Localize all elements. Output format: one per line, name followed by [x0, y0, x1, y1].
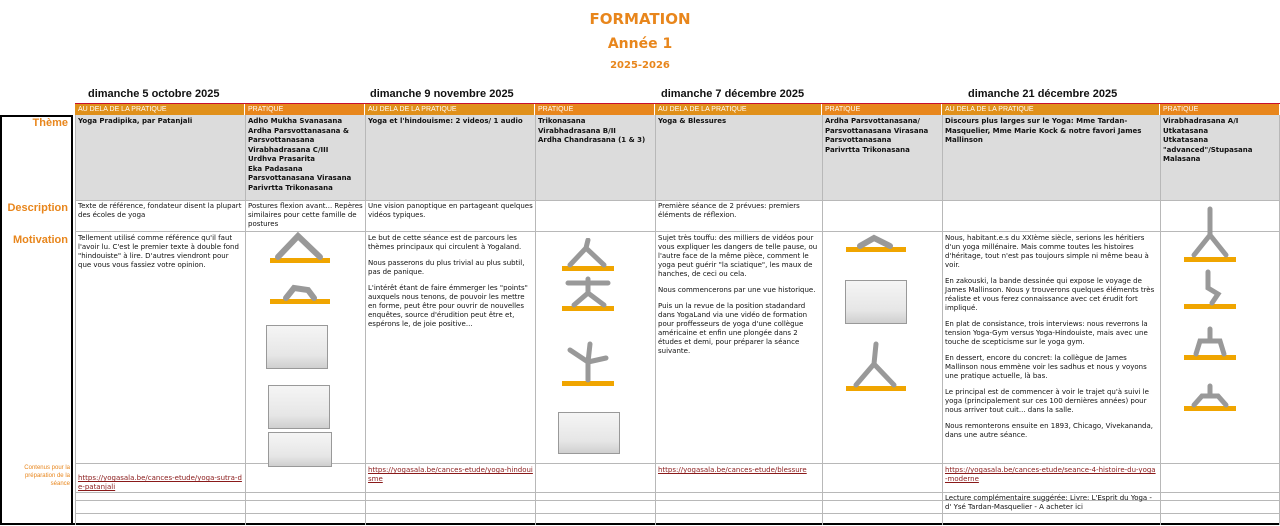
motivation-paragraph: En zakouski, la bande dessinée qui expose le voyage de James Mallinson. Nous y trouverons quelques éléments très réaliste et vous ferez connaissance avec cet érudit fort impliqué.	[945, 277, 1155, 312]
grid-line	[75, 513, 1280, 514]
theme-au-cell: Yoga Pradipika, par Patanjali	[78, 117, 193, 125]
motivation-paragraph: Puis un la revue de la position stadandard dans YogaLand via une vidéo de formation pour proffesseurs de yoga d'une collègue américaine et enfin une plongée dans 2 études et demi, pour préparer la séance suivante.	[658, 302, 808, 355]
description-cell: Première séance de 2 prévues: premiers éléments de réflexion.	[658, 202, 800, 219]
triangle-pose-icon	[560, 238, 616, 274]
page-period: 2025-2026	[610, 60, 670, 71]
tag-pratique: PRATIQUE	[822, 104, 942, 115]
motivation-paragraph: L'intérêt étant de faire émmerger les "points" auxquels nous tenons, de pouvoir les mettre en forme, peut être pour ouvrir de nouvelles enquêtes, source d'érudition peut être et, espérons le, de joie positive...	[368, 284, 528, 328]
row-label-motivation: Motivation	[13, 234, 68, 246]
downward-dog-pose-icon	[268, 232, 332, 266]
warrior-pose-icon	[560, 275, 616, 313]
theme-au-cell: Discours plus larges sur le Yoga: Mme Tardan-Masquelier, Mme Marie Kock & notre favori James Mallinson	[945, 117, 1142, 144]
tag-pratique: PRATIQUE	[1160, 104, 1280, 115]
theme-pratique-cell: Adho Mukha Svanasana Ardha Parsvottanasana & Parsvottanasana Virabhadrasana C/III Urdhva Prasarita Eka Padasana Parsvottanasana Virasana Parivrtta Trikonasana	[248, 117, 352, 192]
motivation-paragraph: En plat de consistance, trois interviews: nous reverrons la tension Yoga-Gym versus Yoga-Hindouiste, mais avec une touche de scepticisme sur le yoga gym.	[945, 320, 1148, 346]
session-link[interactable]: https://yogasala.be/cances-etude/seance-4-histoire-du-yoga-moderne	[945, 466, 1156, 483]
tag-au-dela: AU DELA DE LA PRATIQUE	[942, 104, 1160, 115]
row-label-description: Description	[7, 202, 68, 214]
pose-photo	[268, 385, 330, 429]
table-bottom	[73, 523, 1280, 525]
session-link[interactable]: https://yogasala.be/cances-etude/yoga-hindouisme	[368, 466, 533, 483]
row-label-theme: Thème	[32, 117, 68, 129]
theme-au-cell: Yoga et l'hindouisme: 2 videos/ 1 audio	[368, 117, 523, 125]
session-date: dimanche 7 décembre 2025	[661, 88, 805, 100]
chair-pose-icon	[1182, 268, 1238, 312]
pyramid-pose-icon	[844, 232, 908, 254]
theme-au-cell: Yoga & Blessures	[658, 117, 727, 125]
pose-photo	[268, 432, 332, 467]
motivation-cell: Tellement utilisé comme référence qu'il faut l'avoir lu. C'est le premier texte à double fond "hindouiste" à lire. D'autres viendront pour que vous vous fassiez votre opinion.	[78, 234, 239, 269]
motivation-paragraph: Le principal est de commencer à voir le trajet qu'à suivi le yoga (principalement sur ces 100 dernières années) pour nous arriver tout cuit... dans la salle.	[945, 388, 1149, 414]
row-label-contenus: Contenus pour la préparation de la séance	[24, 465, 70, 487]
tag-pratique: PRATIQUE	[245, 104, 365, 115]
tag-au-dela: AU DELA DE LA PRATIQUE	[365, 104, 535, 115]
pose-photo	[845, 280, 907, 324]
forward-fold-pose-icon	[268, 282, 332, 306]
session-date: dimanche 9 novembre 2025	[370, 88, 514, 100]
half-moon-pose-icon	[560, 340, 616, 388]
grid-line	[75, 231, 1280, 232]
motivation-paragraph: Nous passerons du plus trivial au plus subtil, pas de panique.	[368, 259, 525, 276]
frame-right	[71, 115, 73, 525]
motivation-paragraph: En dessert, encore du concret: la collègue de James Mallinson nous emmène voir les sadhus et nous y voyons une pratique actuelle, là bas.	[945, 354, 1147, 380]
page-year: Année 1	[607, 36, 673, 52]
revolved-triangle-pose-icon	[844, 340, 908, 394]
theme-pratique-cell: Trikonasana Virabhadrasana B/II Ardha Chandrasana (1 & 3)	[538, 117, 646, 144]
frame-left	[0, 115, 2, 525]
extra-reading: Lecture complémentaire suggérée: Livre: L'Esprit du Yoga - d' Ysé Tardan-Masquelier - A acheter ici	[945, 494, 1152, 511]
garland-pose-icon	[1182, 380, 1238, 414]
grid-line	[75, 492, 1280, 493]
session-date: dimanche 5 octobre 2025	[88, 88, 220, 100]
motivation-cell	[945, 234, 1157, 447]
tag-au-dela: AU DELA DE LA PRATIQUE	[655, 104, 822, 115]
warrior-one-pose-icon	[1182, 205, 1238, 265]
motivation-cell	[368, 234, 533, 336]
motivation-paragraph: Nous commencerons par une vue historique.	[658, 286, 816, 294]
grid-line	[75, 200, 1280, 201]
session-link[interactable]: https://yogasala.be/cances-etude/yoga-sutra-de-patanjali	[78, 474, 242, 491]
motivation-cell	[658, 234, 820, 363]
grid-line	[75, 463, 1280, 464]
description-cell: Une vision panoptique en partageant quelques vidéos typiques.	[368, 202, 533, 219]
pose-photo	[558, 412, 620, 454]
theme-pratique-cell: Ardha Parsvottanasana/ Parsvottanasana Virasana Parsvottanasana Parivrtta Trikonasana	[825, 117, 929, 154]
frame-bottom	[0, 523, 73, 525]
motivation-paragraph: Le but de cette séance est de parcours les thèmes principaux qui circulent à Yogaland.	[368, 234, 522, 251]
description-cell: Postures flexion avant... Repères similaires pour cette famille de postures	[248, 202, 363, 228]
motivation-paragraph: Nous remonterons ensuite en 1893, Chicago, Vivekananda, dans une autre séance.	[945, 422, 1153, 439]
advanced-chair-pose-icon	[1182, 325, 1238, 363]
tag-au-dela: AU DELA DE LA PRATIQUE	[75, 104, 245, 115]
motivation-paragraph: Nous, habitant.e.s du XXIème siècle, serions les héritiers d'un yoga millénaire. Mais comme toutes les histoires d'héritage, tout n'est pas toujours simple ni même beau à voir.	[945, 234, 1149, 269]
description-cell: Texte de référence, fondateur disent la plupart des écoles de yoga	[78, 202, 242, 219]
session-date: dimanche 21 décembre 2025	[968, 88, 1118, 100]
page-title: FORMATION	[589, 10, 691, 28]
session-link[interactable]: https://yogasala.be/cances-etude/blessure	[658, 466, 807, 474]
motivation-paragraph: Sujet très touffu: des milliers de vidéos pour vous expliquer les dangers de telle pause, ou l'autre face de la même pièce, comment le yoga peut guérir "la sciatique", les maux de hanches, de ceci ou cela.	[658, 234, 818, 278]
theme-pratique-cell: Virabhadrasana A/I Utkatasana Utkatasana "advanced"/Stupasana Malasana	[1163, 117, 1253, 163]
tag-pratique: PRATIQUE	[535, 104, 655, 115]
pose-photo	[266, 325, 328, 369]
